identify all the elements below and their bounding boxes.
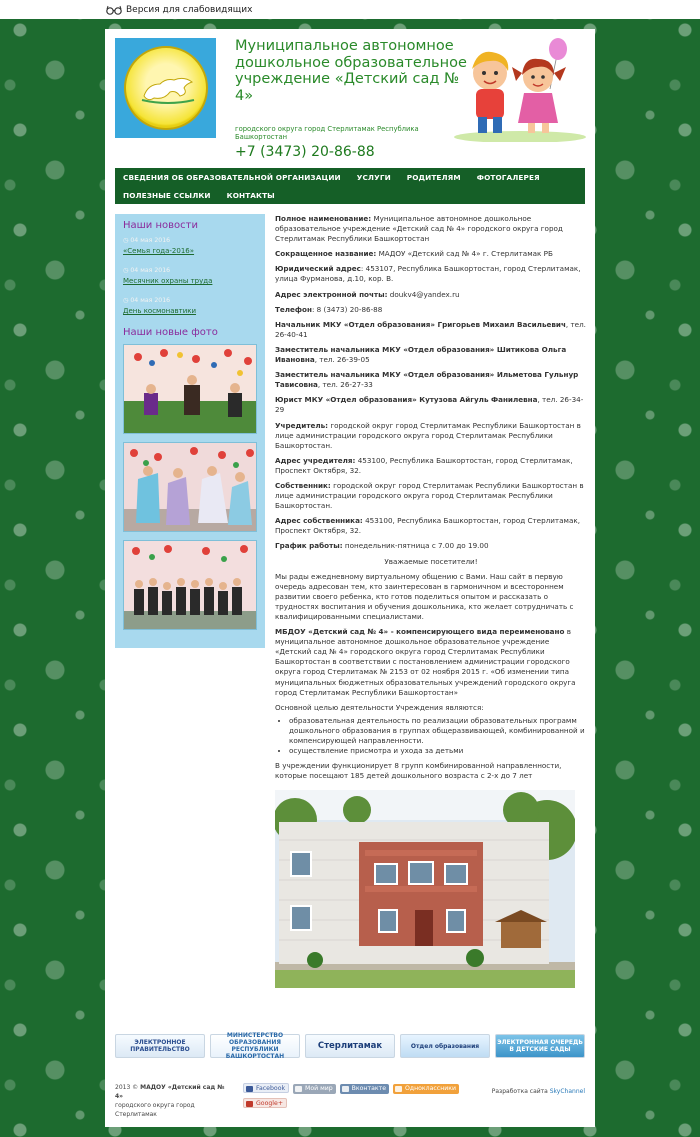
nav-row-1 [123,168,577,186]
news-date: ◷ 04 мая 2016 [123,297,171,304]
nav-item-links[interactable]: ПОЛЕЗНЫЕ ССЫЛКИ [123,190,211,200]
goals-list [289,716,587,756]
odnoklassniki-button[interactable]: Одноклассники [393,1084,459,1094]
vkontakte-button[interactable]: Вконтакте [340,1084,389,1094]
social-buttons [243,1083,463,1112]
owner-row: Собственник: городской округ город Стерлитамак Республики Башкортостан в лице администрации городского округа город Стерлитамак Республики Башкортостан. [275,480,584,511]
nav-item-services[interactable]: УСЛУГИ [356,172,391,182]
logo-emblem [124,46,208,130]
developer-link[interactable]: SkyChannel [549,1088,585,1095]
legal-address-row: Юридический адрес: 453107, Республика Башкортостан, город Стерлитамак, улица Фурманова, д.10, кор. В. [275,264,581,284]
building-photo [275,790,575,988]
intro-paragraph: Мы рады ежедневному виртуальному общению с Вами. Наш сайт в первую очередь адресован тем, кто заинтересован в гармоничном и всестороннем развитии своего ребенка, кто готов поделиться опытом и рассказать о трудностях воспитания и обучения дошкольника, кто желает сотрудничать с квалифицированными специалистами. [275,571,574,621]
site-header [105,29,595,164]
founder-row: Учредитель: городской округ город Стерлитамак Республики Башкортостан в лице администрации городского округа город Стерлитамак Республики Башкортостан. [275,420,581,450]
phone-row: Телефон: 8 (3473) 20-86-88 [275,304,383,314]
facebook-button[interactable]: Facebook [243,1083,289,1093]
clock-icon: ◷ [123,297,131,304]
google-plus-button[interactable]: Google+ [243,1098,287,1108]
main-nav [115,168,585,204]
gallery-photo-2[interactable] [123,442,257,532]
news-link[interactable]: Месячник охраны труда [123,277,213,285]
sidebar [115,214,265,648]
schedule-row: График работы: понедельник-пятница с 7.00 до 19.00 [275,541,489,551]
banner-sterlitamak[interactable]: Стерлитамак [305,1034,395,1058]
deputy2-row: Заместитель начальника МКУ «Отдел образования» Ильметова Гульнур Тависовна, тел. 26-27-33 [275,370,579,390]
kids-illustration [450,37,590,142]
main-content [275,214,587,786]
greeting: Уважаемые посетители! [384,556,478,566]
developer-credit: Разработка сайта SkyChannel [491,1088,585,1095]
horse-icon [140,70,196,106]
site-logo[interactable] [115,38,216,138]
org-title: Муниципальное автономное дошкольное образовательное учреждение «Детский сад № 4» [235,38,467,104]
groups-paragraph: В учреждении функционирует 8 групп комбинированной направленности, которые посещают 185 детей дошкольного возраста с 2-х до 7 лет [275,761,562,781]
owner-address-row: Адрес собственника: 453100, Республика Башкортостан, город Стерлитамак, Проспект Октября, 32. [275,516,580,536]
full-name-row: Полное наименование: Муниципальное автономное дошкольное образовательное учреждение «Детский сад № 4» городского округа город Стерлитамак Республики Башкортостан [275,214,563,244]
email-row: Адрес электронной почты: doukv4@yandex.ru [275,289,460,299]
news-link[interactable]: «Семья года-2016» [123,247,195,255]
banner-egov[interactable]: ЭЛЕКТРОННОЕ ПРАВИТЕЛЬСТВО [115,1034,205,1058]
renamed-paragraph: МБДОУ «Детский сад № 4» - компенсирующего вида переименовано в муниципальное автономное дошкольное образовательное учреждение «Детский сад № 4» городского округа город Стерлитамак Республики Башкортостан в соответствии с постановлением администрации городского округа город Стерлитамак № 2153 от 02 ноября 2015 г. «Об изменении типа муниципальных бюджетных образовательных учреждений городского округа город Стерлитамак Республики Башкортостан» [275,627,576,697]
news-date: ◷ 04 мая 2016 [123,237,171,244]
page-container [105,29,595,1127]
accessibility-label[interactable]: Версия для слабовидящих [126,4,253,15]
nav-item-parents[interactable]: РОДИТЕЛЯМ [406,172,461,182]
news-link[interactable]: День космонавтики [123,307,197,315]
site-footer [115,1081,585,1123]
org-subtitle: городского округа город Стерлитамак Республика Башкортостан [235,125,419,141]
nav-item-about[interactable]: СВЕДЕНИЯ ОБ ОБРАЗОВАТЕЛЬНОЙ ОРГАНИЗАЦИИ [123,172,341,182]
clock-icon: ◷ [123,237,131,244]
news-date: ◷ 04 мая 2016 [123,267,171,274]
news-heading: Наши новости [123,220,198,231]
lawyer-row: Юрист МКУ «Отдел образования» Кутузова Айгуль Фанилевна, тел. 26-34-29 [275,395,584,415]
email-link[interactable]: doukv4@yandex.ru [389,289,460,299]
news-item [123,267,257,285]
banner-education-dept[interactable]: Отдел образования [400,1034,490,1058]
news-item [123,237,257,255]
news-item [123,297,257,315]
short-name-row: Сокращенное название: МАДОУ «Детский сад № 4» г. Стерлитамак РБ [275,249,553,259]
deputy1-row: Заместитель начальника МКУ «Отдел образования» Шитикова Ольга Ивановна, тел. 26-39-05 [275,344,567,365]
partner-banners [115,1034,585,1058]
list-item: • образовательная деятельность по реализации образовательных программ дошкольного образования в группах общеразвивающей, комбинированной и компенсирующей направленности. [289,716,587,746]
moi-mir-button[interactable]: Мой мир [293,1084,336,1094]
footer-copyright: 2013 © МАДОУ «Детский сад № 4» городского округа город Стерлитамак [115,1084,225,1118]
glasses-icon [106,5,122,15]
banner-e-queue[interactable]: ЭЛЕКТРОННАЯ ОЧЕРЕДЬ В ДЕТСКИЕ САДЫ [495,1034,585,1058]
photos-heading: Наши новые фото [123,327,218,338]
goals-intro: Основной целью деятельности Учреждения являются: [275,702,484,712]
founder-address-row: Адрес учредителя: 453100, Республика Башкортостан, город Стерлитамак, Проспект Октября, 32. [275,455,573,475]
nav-row-2 [123,186,577,204]
nav-item-gallery[interactable]: ФОТОГАЛЕРЕЯ [476,172,540,182]
clock-icon: ◷ [123,267,131,274]
header-phone: +7 (3473) 20-86-88 [235,144,375,160]
gallery-photo-1[interactable] [123,344,257,434]
chief-row: Начальник МКУ «Отдел образования» Григорьев Михаил Васильевич, тел. 26-40-41 [275,319,586,339]
banner-ministry[interactable]: МИНИСТЕРСТВО ОБРАЗОВАНИЯ РЕСПУБЛИКИ БАШКОРТОСТАН [210,1034,300,1058]
gallery-photo-3[interactable] [123,540,257,630]
nav-item-contacts[interactable]: КОНТАКТЫ [226,190,275,200]
list-item: • осуществление присмотра и ухода за детьми [289,746,587,756]
accessibility-bar[interactable] [0,0,700,19]
